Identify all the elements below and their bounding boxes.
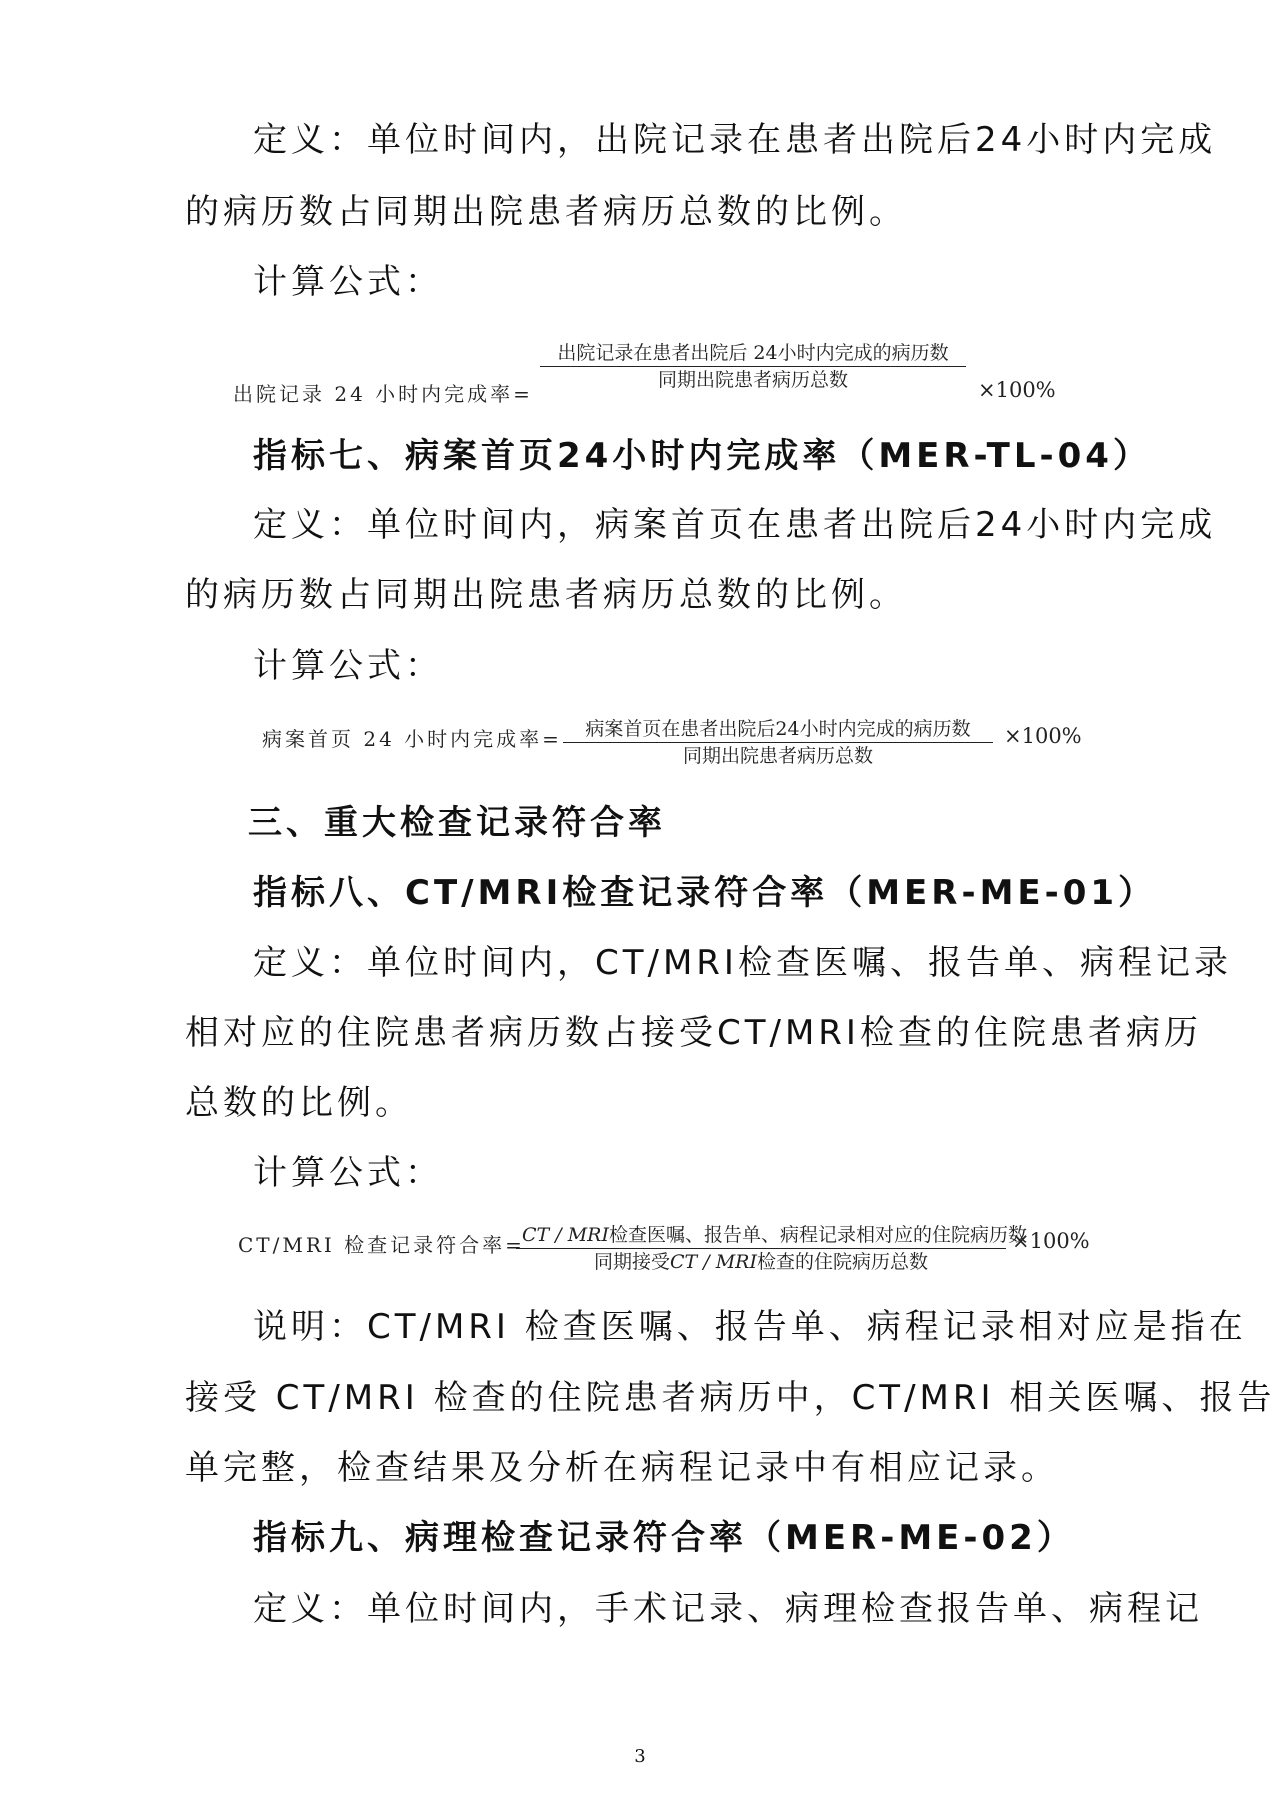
formula-denominator-italic: CT / MRI <box>670 1251 757 1273</box>
definition-text: 总数的比例。 <box>185 1083 413 1123</box>
formula-denominator: 同期出院患者病历总数 <box>682 745 873 767</box>
definition-text: 定义：单位时间内，出院记录在患者出院后24小时内完成 <box>253 120 1217 160</box>
definition-text: 相对应的住院患者病历数占接受CT/MRI检查的住院患者病历 <box>185 1013 1202 1053</box>
section-heading: 三、重大检查记录符合率 <box>248 803 666 843</box>
indicator-heading: 指标八、CT/MRI检查记录符合率（MER-ME-01） <box>253 873 1157 913</box>
formula-label: 计算公式： <box>253 1153 443 1193</box>
formula-name: 病案首页 24 小时内完成率= <box>262 727 562 751</box>
definition-text: 定义：单位时间内，手术记录、病理检查报告单、病程记 <box>253 1589 1203 1629</box>
definition-text: 的病历数占同期出院患者病历总数的比例。 <box>185 192 907 232</box>
formula-numerator-text: 检查医嘱、报告单、病程记录相对应的住院病历数 <box>608 1224 1027 1246</box>
definition-text: 定义：单位时间内，病案首页在患者出院后24小时内完成 <box>253 505 1217 545</box>
formula-denominator-pre: 同期接受 <box>594 1251 671 1273</box>
note-text: 接受 CT/MRI 检查的住院患者病历中，CT/MRI 相关医嘱、报告 <box>185 1378 1276 1418</box>
formula-multiplier: ×100% <box>1004 724 1082 748</box>
formula-denominator: 同期出院患者病历总数 <box>657 369 848 391</box>
page-number: 3 <box>634 1746 646 1767</box>
formula-label: 计算公式： <box>253 646 443 686</box>
formula-name: CT/MRI 检查记录符合率= <box>238 1233 525 1257</box>
formula-name: 出院记录 24 小时内完成率= <box>233 382 533 406</box>
formula-numerator-italic: CT / MRI <box>522 1224 609 1246</box>
formula-denominator <box>516 1249 1006 1275</box>
formula-multiplier: ×100% <box>1012 1229 1090 1253</box>
formula-numerator <box>516 1222 1027 1249</box>
formula-denominator-post: 检查的住院病历总数 <box>756 1251 928 1273</box>
indicator-heading: 指标九、病理检查记录符合率（MER-ME-02） <box>253 1518 1075 1558</box>
formula-multiplier: ×100% <box>978 378 1056 402</box>
definition-text: 的病历数占同期出院患者病历总数的比例。 <box>185 575 907 615</box>
definition-text: 定义：单位时间内，CT/MRI检查医嘱、报告单、病程记录 <box>253 943 1232 983</box>
note-text: 单完整，检查结果及分析在病程记录中有相应记录。 <box>185 1448 1059 1488</box>
formula-numerator: 出院记录在患者出院后 24小时内完成的病历数 <box>540 340 966 367</box>
formula-numerator: 病案首页在患者出院后24小时内完成的病历数 <box>563 716 993 743</box>
indicator-heading: 指标七、病案首页24小时内完成率（MER-TL-04） <box>253 436 1151 476</box>
formula-fraction <box>540 340 966 393</box>
formula-fraction <box>516 1222 1027 1275</box>
formula-fraction <box>563 716 993 769</box>
note-text: 说明：CT/MRI 检查医嘱、报告单、病程记录相对应是指在 <box>253 1307 1247 1347</box>
formula-label: 计算公式： <box>253 262 443 302</box>
